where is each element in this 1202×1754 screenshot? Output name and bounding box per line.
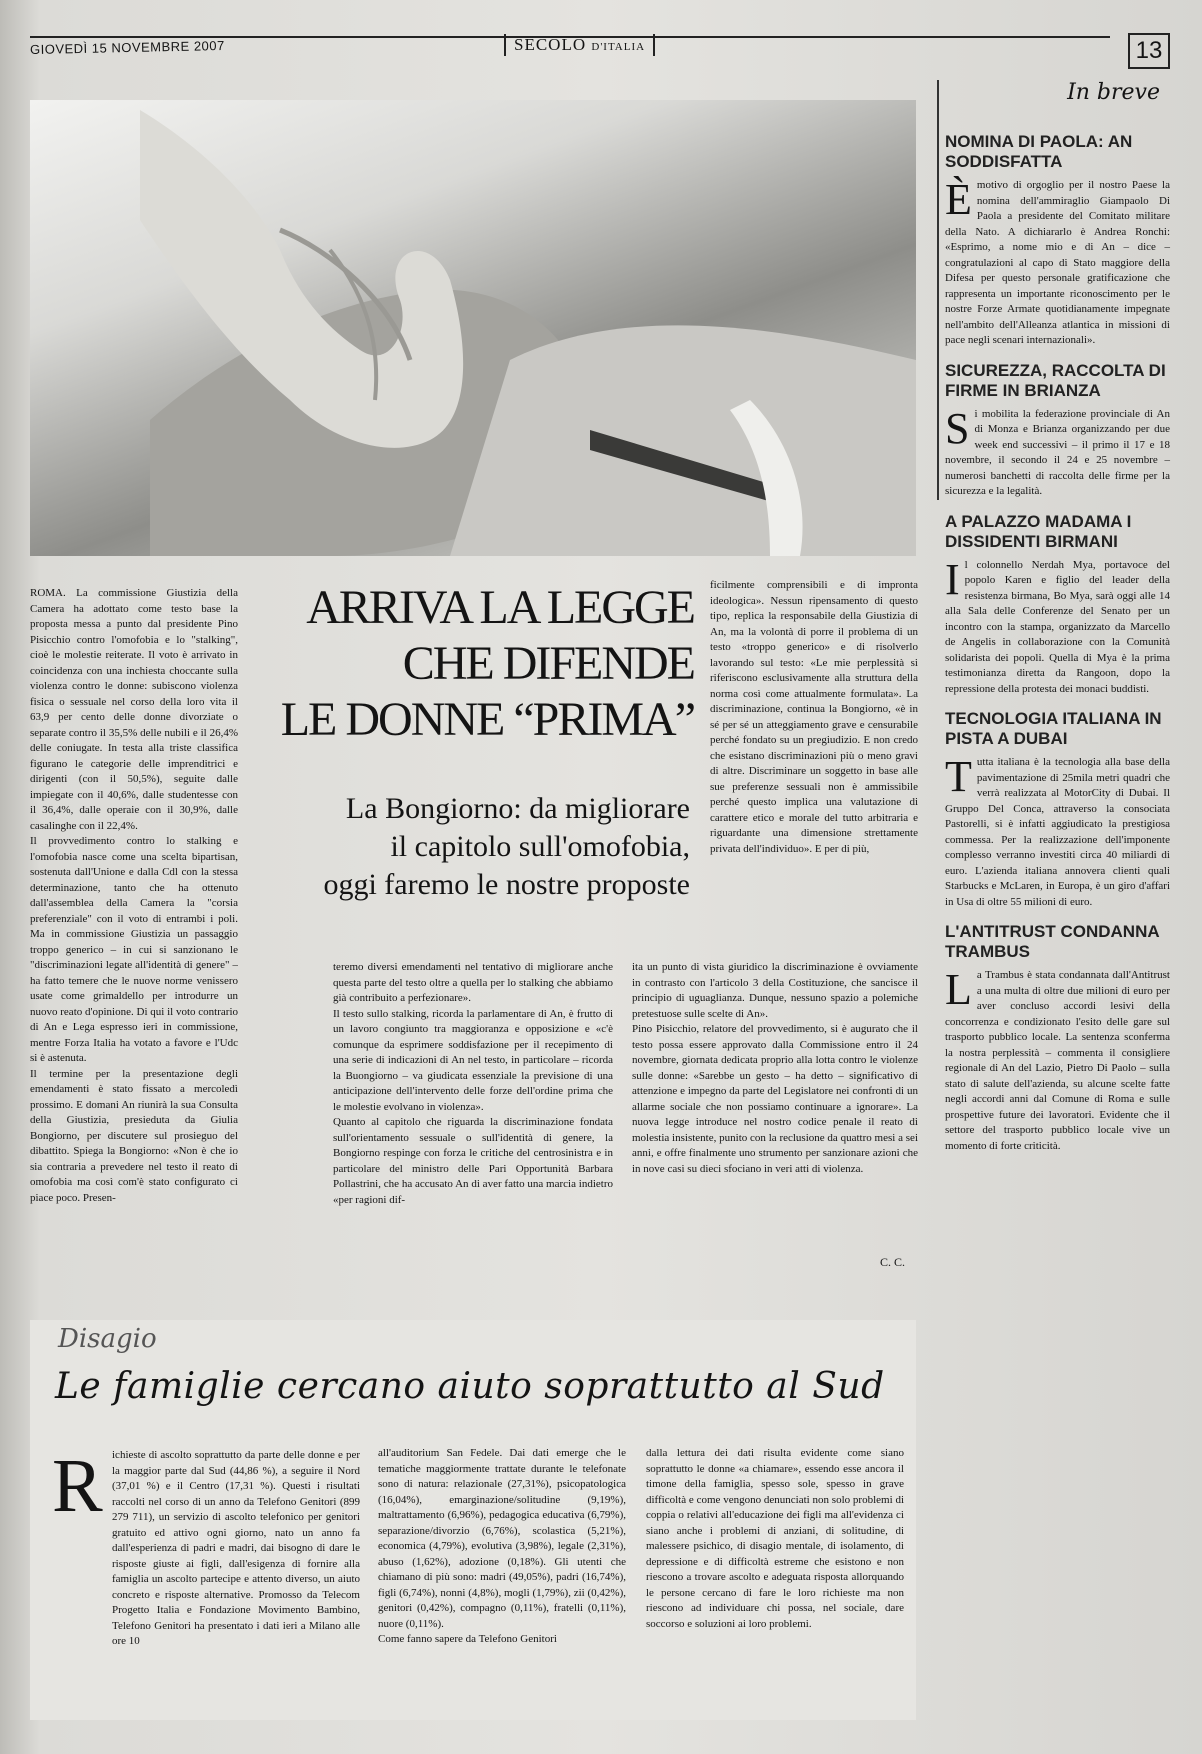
brief-body <box>945 403 1170 500</box>
brief-title: SICUREZZA, RACCOLTA DI FIRME IN BRIANZA <box>945 360 1166 400</box>
brief-item <box>945 922 1170 1154</box>
subhead-line: oggi faremo le nostre proposte <box>323 868 690 901</box>
drop-cap: I <box>945 554 960 604</box>
second-article-drop-cap: R <box>52 1444 103 1528</box>
brief-title: NOMINA DI PAOLA: AN SODDISFATTA <box>945 132 1133 171</box>
headline-line: LE DONNE “PRIMA” <box>280 693 694 746</box>
drop-cap: È <box>945 175 972 224</box>
brief-item <box>945 709 1170 910</box>
brief-text: l colonnello Nerdah Mya, portavoce del popolo Karen e figlio del leader della resistenza birmana, Bo Mya, sarà oggi alle 14 alla Sala delle Conferenze del Senato per un incontro con la stampa, organizzato da Marcello de Angelis in collaborazione con la Comunità solidarista dei popoli. Quella di Mya è la prima testimonianza diretta da Rangoon, dopo la repressione della protesta dei monaci buddisti. <box>945 558 1170 695</box>
sidebar-rule <box>937 80 939 500</box>
article-signature: C. C. <box>880 1255 906 1269</box>
photo-hand-on-neck <box>30 100 916 556</box>
second-article-column-1: ichieste di ascolto soprattutto da parte delle donne e per la maggior parte dal Sud (44,86 %), a seguire il Nord (37,01 %) e il Centro (17,31 %). Questi i risultati raccolti nel corso di un anno da Telefono Genitori (899 279 711), un servizio di ascolto telefonico per genitori gratuito ed attivo ogni giorno, nato un anno fa dall'esperienza di padri e madri, dai bisogno di dare le risposte giuste ai figli, dall'esigenza di fornire alla famiglia un ascolto partecipe e attento diverso, un aiuto concreto e risposte alternative. Promosso da Telecom Progetto Italia e Fondazione Movimento Bambino, Telefono Genitori ha presentato i dati ieri a Milano alle ore 10 <box>112 1449 360 1647</box>
brief-text: utta italiana è la tecnologia alla base della pavimentazione di 25mila metri quadri che verrà realizzata al MotorCity di Dubai. Il Gruppo Del Conca, attraverso la consociata Pastorelli, si è infatti aggiudicato la prestigiosa commessa. Per la realizzazione dell'imponente complesso verranno investiti circa 40 miliardi di euro. L'azienda italiana annovera clienti quali Starbucks e McLaren, in Europa, è un giro d'affari in Usa di oltre 55 milioni di euro. <box>945 756 1170 908</box>
drop-cap: T <box>945 752 972 801</box>
second-article-title: Le famiglie cercano aiuto soprattutto al Sud <box>55 1366 885 1407</box>
sidebar-in-breve <box>945 80 1170 1160</box>
brief-body <box>945 965 1170 1154</box>
article-headline <box>254 580 694 748</box>
second-article-kicker: Disagio <box>58 1324 157 1354</box>
brief-title: L'ANTITRUST CONDANNA TRAMBUS <box>945 922 1160 961</box>
article-column-1: ROMA. La commissione Giustizia della Camera ha adottato come testo base la proposta messa a punto dal presidente Pino Pisicchio contro l'omofobia e lo "stalking", cioè le molestie reiterate. Il voto è arrivato in coincidenza con una inchiesta choccante sulla violenza contro le donne: subiscono violenza fisica o sessuale nel corso della loro vita il 63,9 per cento delle donne divorziate o separate contro il 35,5% delle nubili e il 26,4% delle coniugate. In testa alla triste classifica figurano le categorie delle imprenditrici e dirigenti (con il 50,5%), seguite dalle impiegate con il 40,6%, dalle studentesse con il 36,4%, dalle operaie con il 30,9%, dalle casalinghe con il 22,4%. Il provvedimento contro lo stalking e l'omofobia nasce come una scelta bipartisan, sostenuta dall'Unione e dalla Cdl con la stessa determinazione, tanto che ha ottenuto dall'assemblea della Camera la "corsia preferenziale" con il voto di entrambi i poli. Ma in commissione Giustizia un passaggio troppo generico – in cui si sanzionano le "discriminazioni legate all'identità di genere" – ha fatto temere che le nuove norme venissero usate come grimaldello per introdurre un nuovo reato d'opinione. Di qui il voto contrario di An e Lega espresso ieri in commissione, mentre Forza Italia ha votato a favore e l'Udc si è astenuta. Il termine per la presentazione degli emendamenti è stato fissato a mercoledì prossimo. E domani An riunirà la sua Consulta della Giustizia, presieduta da Giulia Bongiorno, per discutere sul prosieguo del dibattito. Spiega la Bongiorno: «Non è che io sia contraria a prevedere nel testo il reato di omofobia ma così com'è stato configurato ci piace poco. Presen- <box>30 587 238 1204</box>
masthead-small: D'ITALIA <box>591 41 646 53</box>
header-date: GIOVEDÌ 15 NOVEMBRE 2007 <box>29 37 225 58</box>
article-column-2: teremo diversi emendamenti nel tentativo di migliorare anche questa parte del testo oltre a quella per lo stalking che abbiamo già contribuito a perfezionare». Il testo sullo stalking, ricorda la parlamentare di An, è frutto di un lavoro congiunto tra maggioranza e opposizione e «c'è comunque da esprimere soddisfazione per il recepimento di una serie di indicazioni di An nel testo, in particolare – ricorda la Buongiorno – va giudicata essenziale la previsione di una anticipazione dell'intervento delle forze dell'ordine prima che le molestie evolvano in violenza». Quanto al capitolo che riguarda la discriminazione fondata sull'orientamento sessuale o sull'identità di genere, la Bongiorno respinge con forza le critiche del centrosinistra e in particolare del ministro delle Pari Opportunità Barbara Pollastrini, che ha accusato An di aver fatto una marcia indietro «per ragioni dif- <box>333 961 613 1206</box>
masthead-title: SECOLO <box>514 35 587 54</box>
brief-body <box>945 175 1170 349</box>
page-number: 13 <box>1128 33 1170 69</box>
article-column-3a: ficilmente comprensibili e di impronta ideologica». Nessun ripensamento di questo tipo, replica la responsabile della Giustizia di An, ma la volontà di porre il problema di un testo «troppo generico» e di risolverlo lavorando sul testo: «Le mie perplessità si riferiscono esclusivamente alla struttura della norma così come attualmente formulata». La discriminazione, continua la Bongiorno, «è in sé per sé un atteggiamento grave e censurabile perché fondato su un pregiudizio. E non credo che esistano discriminazioni più o meno gravi di altre. Discriminare un soggetto in base alle sue preferenze sessuali non è ammissibile perché questo implica una valutazione di carattere etico e morale del tutto arbitraria e riguardante una dimensione strettamente privata dell'individuo». E per di più, <box>710 579 918 855</box>
brief-title: A PALAZZO MADAMA I DISSIDENTI BIRMANI <box>945 511 1132 551</box>
brief-body <box>945 752 1170 910</box>
headline-line: CHE DIFENDE <box>402 637 694 690</box>
masthead <box>504 34 655 56</box>
brief-body <box>945 554 1170 698</box>
brief-text: i mobilita la federazione provinciale di An di Monza e Brianza organizzando per due week end successivi – il primo il 17 e 18 novembre, il secondo il 24 e 25 novembre – numerosi banchetti di raccolta delle firme per la sicurezza e la legalità. <box>945 407 1170 497</box>
article-subhead <box>254 790 690 904</box>
second-article-column-3: dalla lettura dei dati risulta evidente come siano soprattutto le donne «a chiamare», essendo esse ancora il timone della famiglia, spesso sole, spesso in grave difficoltà e come vengono denunciati non solo problemi di coppia o relativi all'educazione dei figli ma all'evidenza ci siano anche i problemi di anziani, di solitudine, di malessere psichico, di disagio mentale, di isolamento, di depressione e di difficoltà estreme che esistono e non riescono a trovare ascolto e adeguata risposta allorquando le persone cercano di fare le loro richieste ma non riescono ad individuare chi possa, nel sociale, dare soccorso e soluzioni ai loro problemi. <box>646 1447 904 1630</box>
subhead-line: il capitolo sull'omofobia, <box>390 830 690 863</box>
subhead-line: La Bongiorno: da migliorare <box>345 792 690 825</box>
drop-cap: S <box>945 403 970 453</box>
brief-text: motivo di orgoglio per il nostro Paese la nomina dell'ammiraglio Giampaolo Di Paola a presidente del Comitato militare della Nato. A dichiararlo è Andrea Ronchi: «Esprimo, a nome mio e di An – dice – congratulazioni al capo di Stato maggiore della Difesa per questo personale gratificazione che rappresenta un importante riconoscimento per le nostre Forze Armate quotidianamente impegnate nell'ambito dell'Alleanza atlantica in missioni di pace negli scenari internazionali». <box>945 179 1170 346</box>
brief-item <box>945 512 1170 698</box>
sidebar-kicker: In breve <box>1067 80 1160 105</box>
headline-line: ARRIVA LA LEGGE <box>306 581 694 634</box>
brief-item <box>945 361 1170 500</box>
brief-text: a Trambus è stata condannata dall'Antitrust a una multa di oltre due milioni di euro per aver concluso accordi lesivi della concorrenza e condizionato l'esito delle gare sul trasporto pubblico locale. La sentenza sconferma la nostra perplessità – commenta il consigliere regionale di An del Lazio, Pietro Di Paolo – sulla stato di salute dell'azienda, su alcune scelte fatte negli accordi anni dal Comune di Roma e sulle prospettive future dei lavoratori. Evidente che il settore del trasporto pubblico locale vive un momento di forte criticità. <box>945 969 1170 1152</box>
drop-cap: L <box>945 965 972 1014</box>
article-photo <box>30 100 916 556</box>
brief-item <box>945 132 1170 349</box>
article-column-3b: ita un punto di vista giuridico la discriminazione è ovviamente in contrasto con l'articolo 3 della Costituzione, che sancisce il principio di uguaglianza. Dunque, nessuno spazio a polemiche pretestuose sulle scelte di An». Pino Pisicchio, relatore del provvedimento, si è augurato che il testo possa essere approvato dalla Commissione entro il 24 novembre, giornata dedicata proprio alla lotta contro le violenze sulle donne: «Sarebbe un gesto – ha detto – significativo di attenzione e impegno da parte del Legislatore nei confronti di un allarme sociale che non possiamo continuare a ignorare». La nuova legge introduce nel nostro codice penale il reato di molestia insistente, punito con la reclusione da quattro mesi a sei anni, e offre finalmente uno strumento per sanzionare azioni che in nove casi su dieci sfociano in veri atti di violenza. <box>632 961 918 1175</box>
brief-title: TECNOLOGIA ITALIANA IN PISTA A DUBAI <box>945 709 1162 748</box>
second-article-column-2: all'auditorium San Fedele. Dai dati emerge che le tematiche maggiormente trattate durante le telefonate sono di natura: relazionale (27,31%), psicopatologica (16,04%), emarginazione/solitudine (9,19%), maltrattamento (6,96%), pedagogica educativa (6,79%), separazione/divorzio (6,76%), scolastica (5,21%), economica (4,79%), evolutiva (3,98%), legale (2,31%), abuso (1,62%), adozione (0,18%). Gli utenti che chiamano di più sono: madri (49,05%), padri (16,74%), figli (6,74%), nonni (4,8%), mogli (1,79%), zii (0,42%), genitori (0,42%), compagno (0,11%), fratelli (0,11%), nuore (0,11%). Come fanno sapere da Telefono Genitori <box>378 1447 626 1645</box>
